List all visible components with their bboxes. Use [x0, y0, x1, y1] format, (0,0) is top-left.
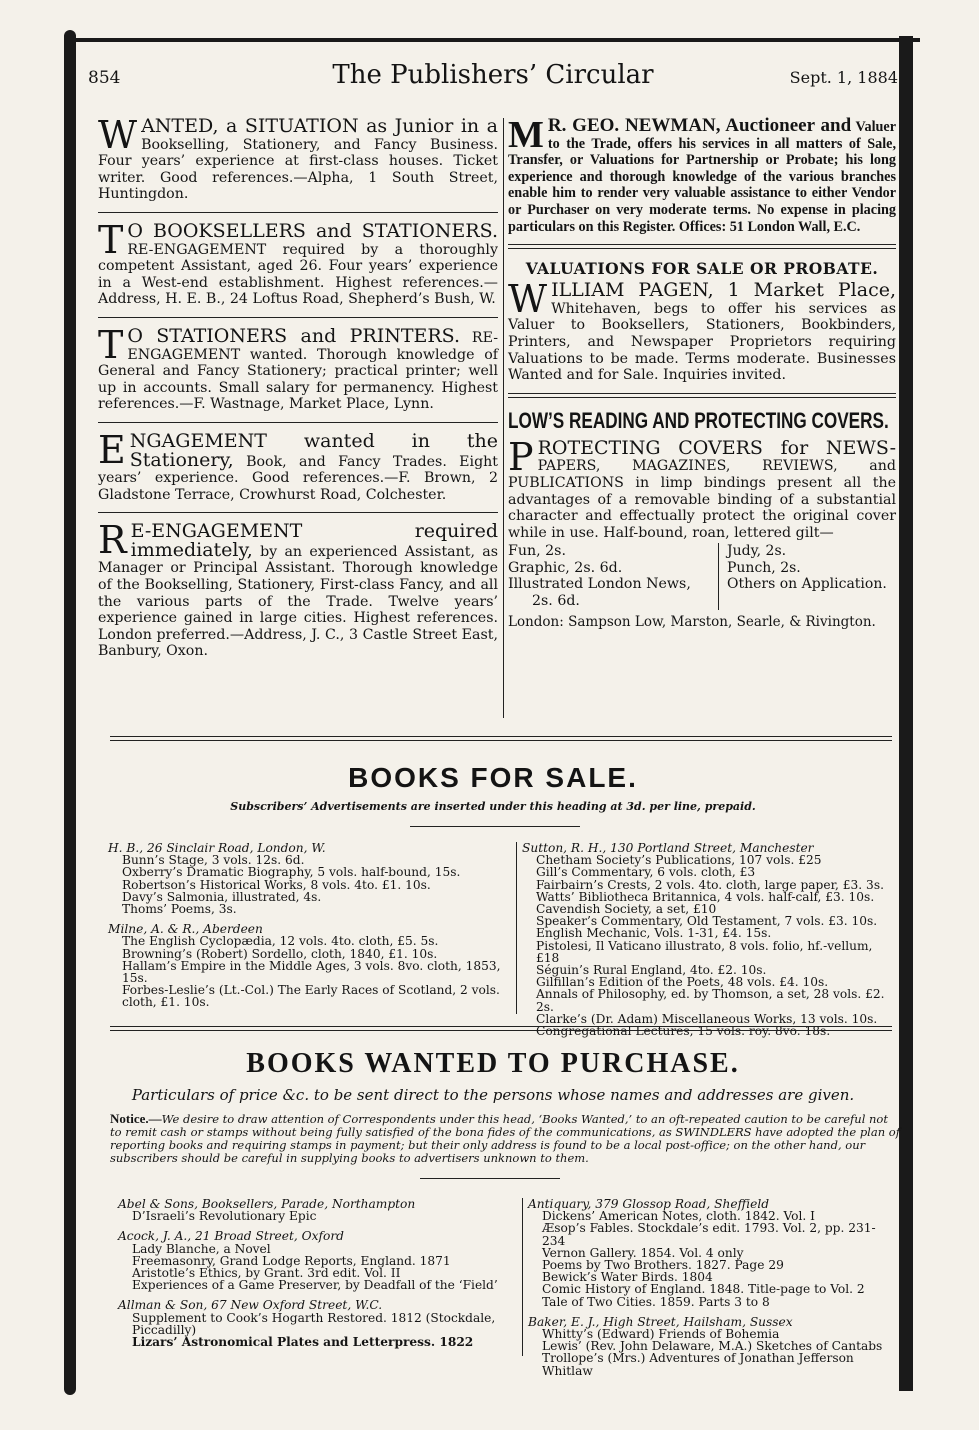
- book-item: Trollope’s (Mrs.) Adventures of Jonathan Jefferson Whitlaw: [542, 1351, 854, 1378]
- drop-cap: R: [98, 518, 127, 563]
- page-number: 854: [88, 68, 121, 88]
- list-divider: [516, 842, 517, 1014]
- book-item: Comic History of England. 1848. Title-page to Vol. 2: [542, 1282, 865, 1297]
- ad-lead: R. GEO. NEWMAN, Auctioneer and: [547, 115, 852, 136]
- books-wanted-right: [528, 1198, 894, 1377]
- book-item: Bewick’s Water Birds. 1804: [542, 1270, 713, 1285]
- book-item: Thoms’ Poems, 3s.: [122, 902, 237, 917]
- book-item: Browning’s (Robert) Sordello, cloth, 1840, £1. 10s.: [122, 946, 438, 961]
- divider: [98, 422, 498, 423]
- books-wanted-left: [118, 1198, 518, 1348]
- book-item: D’Israeli’s Revolutionary Epic: [132, 1209, 317, 1224]
- page-header: [88, 58, 898, 94]
- ad-engagement-wanted: [98, 427, 498, 503]
- books-for-sale-title: BOOKS FOR SALE.: [348, 762, 638, 793]
- notice-text: We desire to draw attention of Correspondents under this head, ‘Books Wanted,’ to an oft-repeated caution to be careful not to remit cash or stamps without being fully satisfied of the bona fides of the communications, as SWINDLERS have adopted the plan of reporting books and requiring stamps in payment; but their only address is found to be a local post-office; on the other hand, our subscribers should be careful in supplying books to advertisers unknown to them.: [110, 1112, 900, 1165]
- seller-name: Abel & Sons, Booksellers, Parade, Northampton: [118, 1197, 416, 1211]
- book-item: Davy’s Salmonia, illustrated, 4s.: [122, 889, 322, 904]
- price-item: Punch, 2s.: [727, 559, 801, 576]
- drop-cap: W: [98, 113, 138, 157]
- book-item: Robertson’s Historical Works, 8 vols. 4to. £1. 10s.: [122, 877, 431, 892]
- book-item: Séguin’s Rural England, 4to. £2. 10s.: [536, 963, 767, 978]
- drop-cap: P: [508, 434, 534, 479]
- book-item: Gill’s Commentary, 6 vols. cloth, £3: [536, 865, 756, 880]
- book-item: Oxberry’s Dramatic Biography, 5 vols. half-bound, 15s.: [122, 865, 461, 880]
- seller-name: Acock, J. A., 21 Broad Street, Oxford: [118, 1229, 344, 1244]
- book-item: Lady Blanche, a Novel: [132, 1241, 271, 1256]
- book-item: Aristotle’s Ethics, by Grant. 3rd edit. Vol. II: [132, 1266, 401, 1281]
- ad-lead: ROTECTING COVERS for NEWS-: [537, 436, 896, 459]
- book-item: Cavendish Society, a set, £10: [536, 902, 717, 917]
- ad-wanted-situation: [98, 113, 498, 203]
- seller-name: Allman & Son, 67 New Oxford Street, W.C.: [118, 1298, 383, 1313]
- books-wanted-title: BOOKS WANTED TO PURCHASE.: [246, 1048, 740, 1079]
- ad-body: RE-ENGAGEMENT required by a thoroughly competent Assistant, aged 26. Four years’ experience in a West-end establishment. Highest references.—Address, H. E. B., 24 Loftus Road, Shepherd’s Bush, W.: [98, 241, 498, 308]
- left-ad-column: [98, 113, 498, 660]
- book-item: Lewis’ (Rev. John Delaware, M.A.) Sketches of Cantabs: [542, 1339, 883, 1354]
- seller-name: Baker, E. J., High Street, Hailsham, Sussex: [528, 1314, 793, 1329]
- left-binding-edge: [64, 30, 76, 1395]
- books-for-sale-note: Subscribers’ Advertisements are inserted under this heading at 3d. per line, prepaid.: [230, 800, 756, 813]
- list-divider: [522, 1198, 523, 1356]
- ad-body: Book, and Fancy Trades. Eight years’ experience. Good references.—F. Brown, 2 Gladstone Terrace, Crowhurst Road, Colchester.: [98, 453, 498, 503]
- ad-lead: ANTED, a SITUATION as Junior in a: [141, 115, 498, 137]
- ad-lead: NGAGEMENT wanted in the Stationery,: [129, 429, 498, 471]
- ad-re-engagement: [98, 518, 498, 660]
- drop-cap: T: [98, 322, 124, 367]
- price-item: Illustrated London News,: [508, 576, 691, 593]
- books-for-sale-right: [522, 842, 894, 1037]
- page-title: The Publishers’ Circular: [332, 60, 654, 90]
- book-item: Freemasonry, Grand Lodge Reports, England. 1871: [132, 1253, 451, 1268]
- book-item: Whitty’s (Edward) Friends of Bohemia: [542, 1327, 780, 1342]
- book-item: English Mechanic, Vols. 1-31, £4. 15s.: [536, 926, 772, 941]
- notice-block: [110, 1112, 900, 1165]
- book-item: Watts’ Bibliotheca Britannica, 4 vols. half-calf, £3. 10s.: [536, 889, 875, 904]
- drop-cap: M: [508, 114, 544, 156]
- price-item: Fun, 2s.: [508, 543, 566, 560]
- short-divider: [420, 1178, 560, 1179]
- seller-name: Sutton, R. H., 130 Portland Street, Manchester: [522, 841, 814, 855]
- ad-body: PAPERS, MAGAZINES, REVIEWS, and PUBLICATIONS in limp bindings present all the advantages of a removable binding of a substantial character and effectually protect the original cover while in use. Half-bound, roan, lettered gilt—: [508, 458, 896, 541]
- book-item: Pistolesi, Il Vaticano illustrato, 8 vols. folio, hf.-vellum, £18: [536, 938, 873, 965]
- drop-cap: E: [98, 427, 126, 472]
- book-item: Poems by Two Brothers. 1827. Page 29: [542, 1258, 784, 1273]
- ad-geo-newman: [508, 114, 896, 235]
- drop-cap: W: [508, 277, 548, 322]
- column-divider: [503, 118, 504, 718]
- book-item: Bunn’s Stage, 3 vols. 12s. 6d.: [122, 853, 305, 868]
- covers-prices-left: [508, 543, 719, 609]
- ad-body: RE-ENGAGEMENT wanted. Thorough knowledge of General and Fancy Stationery; practical printer; well up in accounts. Small salary for permanency. Highest references.—F. Wastnage, Market Place, Lynn.: [98, 329, 498, 413]
- book-item: Supplement to Cook’s Hogarth Restored. 1812 (Stockdale, Piccadilly): [132, 1310, 496, 1337]
- book-item: Congregational Lectures, 15 vols. roy. 8vo. 18s.: [536, 1024, 831, 1039]
- price-item: Others on Application.: [727, 576, 887, 593]
- ad-lead: E-ENGAGEMENT required immediately,: [130, 520, 498, 561]
- book-item: Fairbairn’s Crests, 2 vols. 4to. cloth, large paper, £3. 3s.: [536, 877, 884, 892]
- seller-name: Antiquary, 379 Glossop Road, Sheffield: [528, 1197, 770, 1211]
- right-border: [899, 36, 913, 1391]
- book-item: Gilfillan’s Edition of the Poets, 48 vols. £4. 10s.: [536, 975, 829, 990]
- divider: [98, 317, 498, 318]
- notice-label: Notice.—: [110, 1111, 162, 1126]
- books-for-sale-left: [108, 842, 508, 1009]
- seller-name: H. B., 26 Sinclair Road, London, W.: [108, 841, 326, 855]
- double-divider: [508, 393, 896, 398]
- ad-lead: O BOOKSELLERS and STATIONERS.: [127, 219, 498, 242]
- book-item: Tale of Two Cities. 1859. Parts 3 to 8: [542, 1294, 770, 1309]
- section-double-rule: [110, 736, 892, 741]
- covers-price-list: [508, 543, 896, 609]
- divider: [98, 212, 498, 213]
- book-item: Annals of Philosophy, ed. by Thomson, a set, 28 vols. £2. 2s.: [536, 987, 885, 1014]
- book-item: The English Cyclopædia, 12 vols. 4to. cloth, £5. 5s.: [122, 934, 439, 949]
- issue-date: Sept. 1, 1884: [789, 68, 898, 87]
- ad-lead: O STATIONERS and PRINTERS.: [127, 324, 461, 347]
- book-item: Lizars’ Astronomical Plates and Letterpress. 1822: [132, 1335, 474, 1350]
- book-item: Hallam’s Empire in the Middle Ages, 3 vols. 8vo. cloth, 1853, 15s.: [122, 958, 501, 986]
- ad-william-pagen: [508, 277, 896, 384]
- book-item: Vernon Gallery. 1854. Vol. 4 only: [542, 1245, 744, 1260]
- publisher-footer: London: Sampson Low, Marston, Searle, & Rivington.: [508, 613, 876, 630]
- book-item: Æsop’s Fables. Stockdale’s edit. 1793. Vol. 2, pp. 231-234: [542, 1221, 876, 1248]
- section-double-rule: [110, 1026, 892, 1031]
- book-item: Speaker’s Commentary, Old Testament, 7 vols. £3. 10s.: [536, 914, 878, 929]
- covers-prices-right: [719, 543, 887, 609]
- ad-booksellers-stationers: [98, 217, 498, 308]
- book-item: Forbes-Leslie’s (Lt.-Col.) The Early Races of Scotland, 2 vols. cloth, £1. 10s.: [122, 983, 500, 1010]
- price-item: 2s. 6d.: [532, 593, 580, 610]
- price-item: Graphic, 2s. 6d.: [508, 559, 623, 576]
- book-item: Chetham Society’s Publications, 107 vols. £25: [536, 853, 822, 868]
- double-divider: [508, 244, 896, 249]
- lows-heading: LOW’S READING AND PROTECTING COVERS.: [508, 407, 889, 433]
- right-ad-column: [508, 114, 896, 630]
- ad-stationers-printers: [98, 322, 498, 413]
- book-item: Dickens’ American Notes, cloth. 1842. Vol. I: [542, 1209, 815, 1224]
- ad-lead: ILLIAM PAGEN, 1 Market Place,: [551, 279, 896, 302]
- ad-body: Whitehaven, begs to offer his services as Valuer to Booksellers, Stationers, Bookbinders, Printers, and Newspaper Proprietors requiring Valuations to be made. Terms moderate. Businesses Wanted and for Sale. Inquiries invited.: [508, 300, 896, 384]
- valuations-heading: VALUATIONS FOR SALE OR PROBATE.: [525, 259, 879, 279]
- short-divider: [410, 826, 580, 827]
- price-item: Judy, 2s.: [727, 543, 787, 560]
- book-item: Clarke’s (Dr. Adam) Miscellaneous Works, 13 vols. 10s.: [536, 1011, 878, 1026]
- divider: [98, 512, 498, 513]
- top-border: [72, 38, 920, 42]
- ad-body: by an experienced Assistant, as Manager or Principal Assistant. Thorough knowledge of the Bookselling, Stationery, First-class Fancy, and all the various parts of the Trade. Twelve years’ experience gained in large cities. Highest references. London preferred.—Address, J. C., 3 Castle Street East, Banbury, Oxon.: [98, 543, 498, 660]
- seller-name: Milne, A. & R., Aberdeen: [108, 922, 263, 937]
- ad-body: Bookselling, Stationery, and Fancy Business. Four years’ experience at first-class houses. Ticket writer. Good references.—Alpha, 1 South Street, Huntingdon.: [98, 136, 498, 203]
- ad-body: Valuer to the Trade, offers his services in all matters of Sale, Transfer, or Valuations for Partnership or Probate; his long experience and thorough knowledge of the various branches enable him to render very valuable assistance to either Vendor or Purchaser on very moderate terms. No expense in placing particulars on this Register. Offices: 51 London Wall, E.C.: [508, 119, 896, 235]
- books-wanted-subtitle: Particulars of price &c. to be sent direct to the persons whose names and addresses are given.: [131, 1086, 855, 1104]
- book-item: Experiences of a Game Preserver, by Deadfall of the ‘Field’: [132, 1278, 498, 1293]
- ad-protecting-covers: [508, 434, 896, 542]
- drop-cap: T: [98, 217, 124, 262]
